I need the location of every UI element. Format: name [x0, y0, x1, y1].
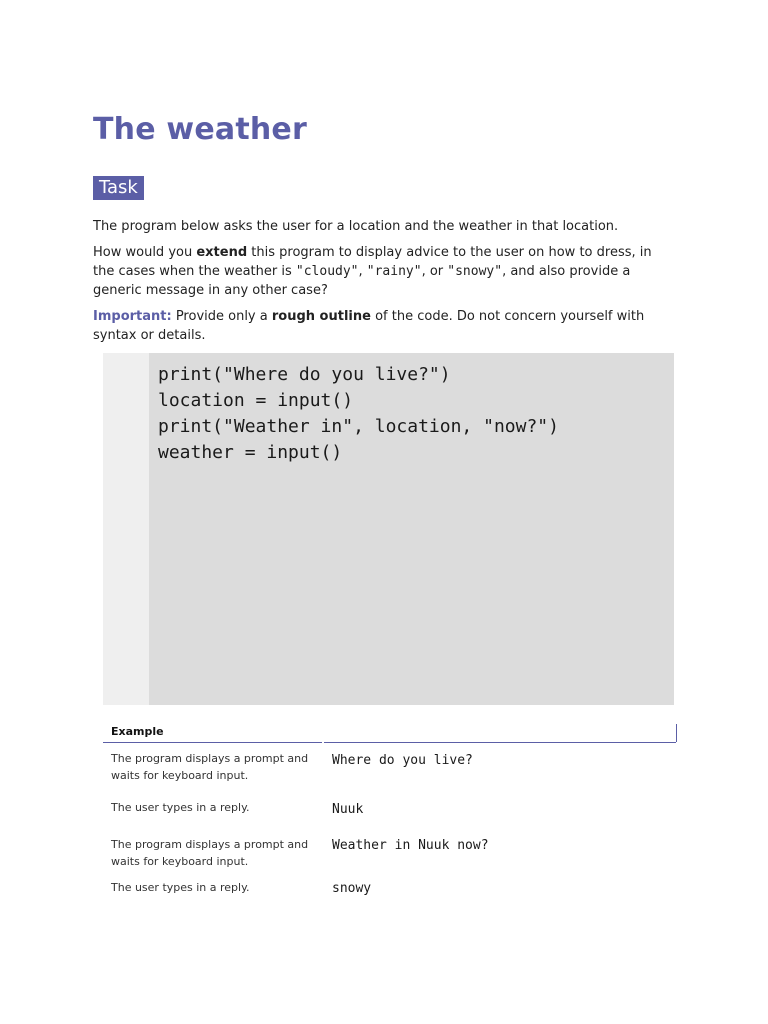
rainy-literal: "rainy" — [366, 264, 422, 279]
question-paragraph — [93, 243, 673, 300]
example-header-edge — [676, 724, 677, 742]
page-title: The weather — [93, 112, 307, 147]
example-header: Example — [111, 725, 164, 738]
example-description: The user types in a reply. — [111, 881, 250, 894]
example-output: Weather in Nuuk now? — [332, 838, 489, 853]
line-number-gutter — [103, 353, 149, 705]
example-output: Where do you live? — [332, 753, 473, 768]
important-text-end: of the code. Do not concern yourself with syntax or details. — [93, 309, 645, 343]
example-output: snowy — [332, 881, 372, 896]
example-output: Nuuk — [332, 802, 364, 817]
example-description: The user types in a reply. — [111, 801, 250, 814]
extend-keyword: extend — [196, 245, 248, 260]
question-text-start: How would you — [93, 245, 197, 260]
code-area[interactable] — [158, 362, 559, 466]
cloudy-literal: "cloudy" — [295, 264, 359, 279]
code-line: weather = input() — [158, 442, 343, 463]
rough-outline-keyword: rough outline — [271, 309, 371, 324]
snowy-literal: "snowy" — [447, 264, 503, 279]
code-line: print("Where do you live?") — [158, 364, 451, 385]
question-text-end: , and also provide a generic message in any other case? — [93, 264, 631, 298]
intro-paragraph: The program below asks the user for a location and the weather in that location. — [93, 219, 619, 234]
code-editor[interactable] — [103, 353, 674, 705]
example-header-divider-right — [324, 742, 676, 743]
important-paragraph — [93, 307, 673, 345]
example-header-divider-left — [103, 742, 322, 743]
example-description: The program displays a prompt and waits for keyboard input. — [111, 752, 309, 782]
question-text-middle: this program to display advice to the user on how to dress, in the cases when the weather is — [93, 245, 652, 279]
separator-1: , — [358, 264, 367, 279]
important-label: Important: — [93, 309, 172, 324]
code-line: print("Weather in", location, "now?") — [158, 416, 559, 437]
example-description: The program displays a prompt and waits for keyboard input. — [111, 838, 309, 868]
code-line: location = input() — [158, 390, 354, 411]
separator-2: , or — [421, 264, 448, 279]
task-badge: Task — [93, 176, 144, 200]
important-text-start: Provide only a — [171, 309, 272, 324]
